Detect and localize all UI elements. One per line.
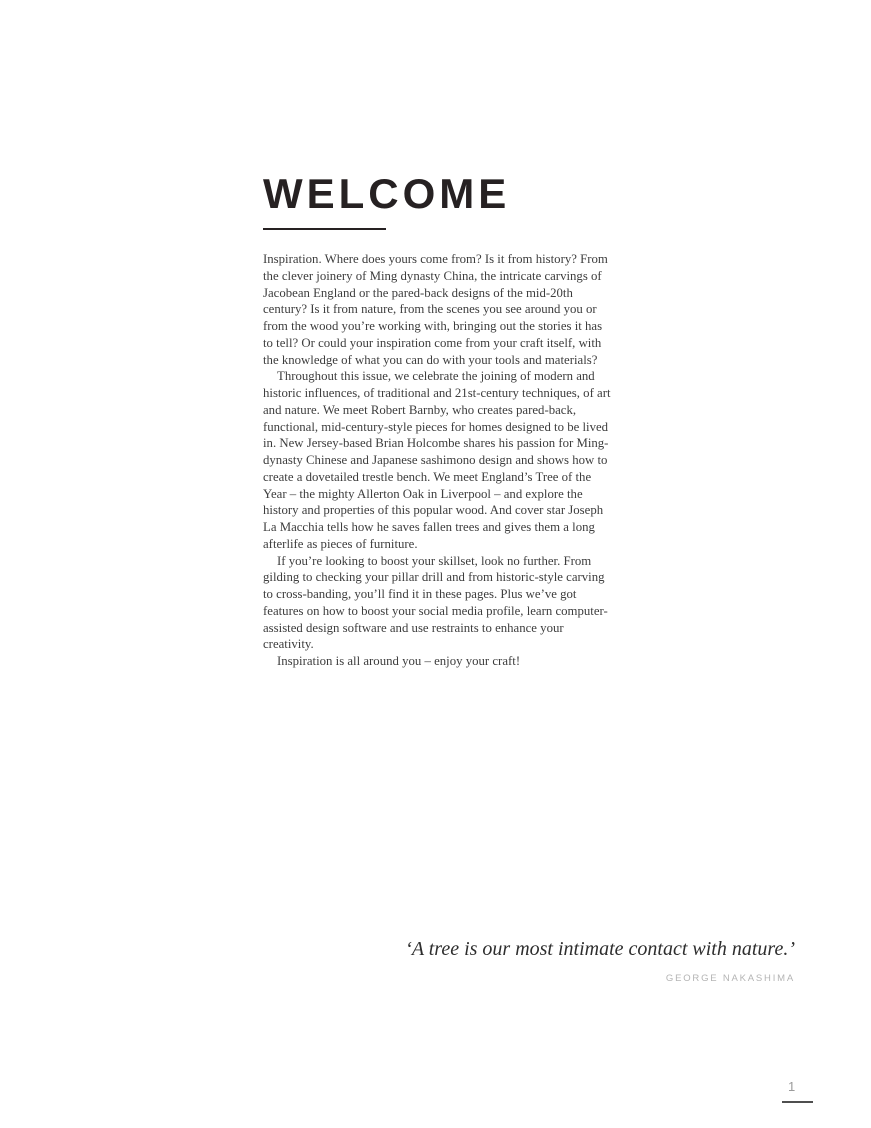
page-footer [782,1079,814,1103]
body-paragraph: Inspiration. Where does yours come from? Is it from history? From the clever joinery of Ming dynasty China, the intricate carvings of Jacobean England or the pared-back designs of the mid-20th century? Is it from nature, from the scenes you see around you or from the wood you’re working with, bringing out the stories it has to tell? Or could your inspiration come from your craft itself, with the knowledge of what you can do with your tools and materials? [263,252,608,367]
pull-quote: ‘A tree is our most intimate contact with nature.’ [405,938,795,960]
page-number: 1 [788,1079,796,1094]
quote-attribution: GEORGE NAKASHIMA [665,973,795,984]
editorial-body [263,251,613,670]
pull-quote-block [405,936,795,984]
page-title: WELCOME [263,170,511,217]
body-paragraph: Throughout this issue, we celebrate the joining of modern and historic influences, of traditional and 21st-century techniques, of art and nature. We meet Robert Barnby, who creates pared-back, functional, mid-century-style pieces for homes designed to be lived in. New Jersey-based Brian Holcombe shares his passion for Ming-dynasty Chinese and Japanese sashimono design and shows how to create a dovetailed trestle bench. We meet England’s Tree of the Year – the mighty Allerton Oak in Liverpool – and explore the history and properties of this popular wood. And cover star Joseph La Macchia tells how he saves fallen trees and gives them a long afterlife as pieces of furniture. [263,369,611,551]
body-paragraph: If you’re looking to boost your skillset, look no further. From gilding to checking your pillar drill and from historic-style carving to cross-banding, you’ll find it in these pages. Plus we’ve got features on how to boost your social media profile, learn computer-assisted design software and use restraints to enhance your creativity. [263,553,608,652]
page-number-rule [782,1101,813,1103]
title-rule [263,228,386,230]
body-paragraph: Inspiration is all around you – enjoy your craft! [277,654,521,668]
editorial-column [263,172,613,670]
